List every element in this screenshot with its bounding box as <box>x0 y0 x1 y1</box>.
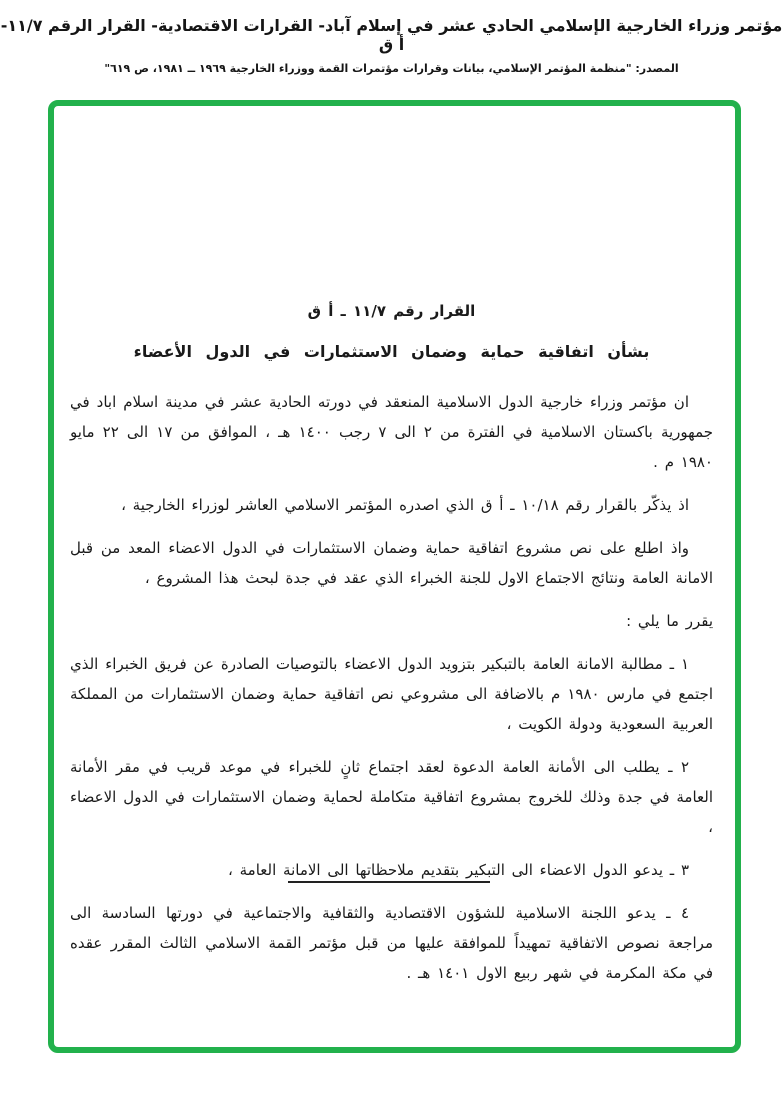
preamble-paragraph: ان مؤتمر وزراء خارجية الدول الاسلامية المنعقد في دورته الحادية عشر في مدينة اسلام اباد في جمهورية باكستان الاسلامية في الفترة من ٢ الى ٧ رجب ١٤٠٠ هـ ، الموافق من ١٧ الى ٢٢ مايو ١٩٨٠ م . <box>70 393 714 471</box>
decision-item-4: ٤ ـ يدعو اللجنة الاسلامية للشؤون الاقتصادية والثقافية والاجتماعية في دورتها السادسة الى مراجعة نصوص الاتفاقية تمهيداً للموافقة عليها من قبل مؤتمر القمة الاسلامي الثالث المقرر عقده في مكة المكرمة في شهر ربيع الاول ١٤٠١ هـ . <box>70 904 713 982</box>
decision-item-2: ٢ ـ يطلب الى الأمانة العامة الدعوة لعقد اجتماع ثانٍ للخبراء في موعد قريب في مقر الأمانة العامة في جدة وذلك للخروج بمشروع اتفاقية متكاملة لحماية وضمان الاستثمارات في الدول الاعضاء ، <box>70 758 713 836</box>
decision-item-3: ٣ ـ يدعو الدول الاعضاء الى التبكير بتقديم ملاحظاتها الى الامانة العامة ، <box>228 861 689 879</box>
resolution-subject-title: بشأن اتفاقية حماية وضمان الاستثمارات في الدول الأعضاء <box>133 342 650 361</box>
resolution-document <box>54 106 735 988</box>
source-citation-header <box>0 16 783 75</box>
recalling-paragraph: اذ يذكّر بالقرار رقم ١٠/١٨ ـ أ ق الذي اصدره المؤتمر الاسلامي العاشر لوزراء الخارجية ، <box>121 496 689 514</box>
resolution-number-title: القرار رقم ١١/٧ ـ أ ق <box>307 302 476 320</box>
end-rule-line <box>288 881 490 883</box>
citation-title: مؤتمر وزراء الخارجية الإسلامي الحادي عشر في إسلام آباد- القرارات الاقتصادية- القرار الرقم ١١/٧- أ ق <box>0 16 783 54</box>
decision-item-1: ١ ـ مطالبة الامانة العامة بالتبكير بتزويد الدول الاعضاء بالتوصيات الصادرة عن فريق الخبراء الذي اجتمع في مارس ١٩٨٠ م بالاضافة الى مشروعي نص اتفاقية حماية وضمان الاستثمارات من المملكة العربية السعودية ودولة الكويت ، <box>70 655 714 733</box>
decision-intro: يقرر ما يلي : <box>626 612 713 630</box>
citation-source: المصدر: "منظمة المؤتمر الإسلامي، بيانات وقرارات مؤتمرات القمة ووزراء الخارجية ١٩٦٩ ــ ١٩٨١، ص ٦١٩" <box>104 62 679 75</box>
page-border-frame <box>48 100 741 1053</box>
having-reviewed-paragraph: واذ اطلع على نص مشروع اتفاقية حماية وضمان الاستثمارات في الدول الاعضاء المعد من قبل الامانة العامة ونتائج الاجتماع الاول للجنة الخبراء الذي عقد في جدة لبحث هذا المشروع ، <box>70 539 713 587</box>
